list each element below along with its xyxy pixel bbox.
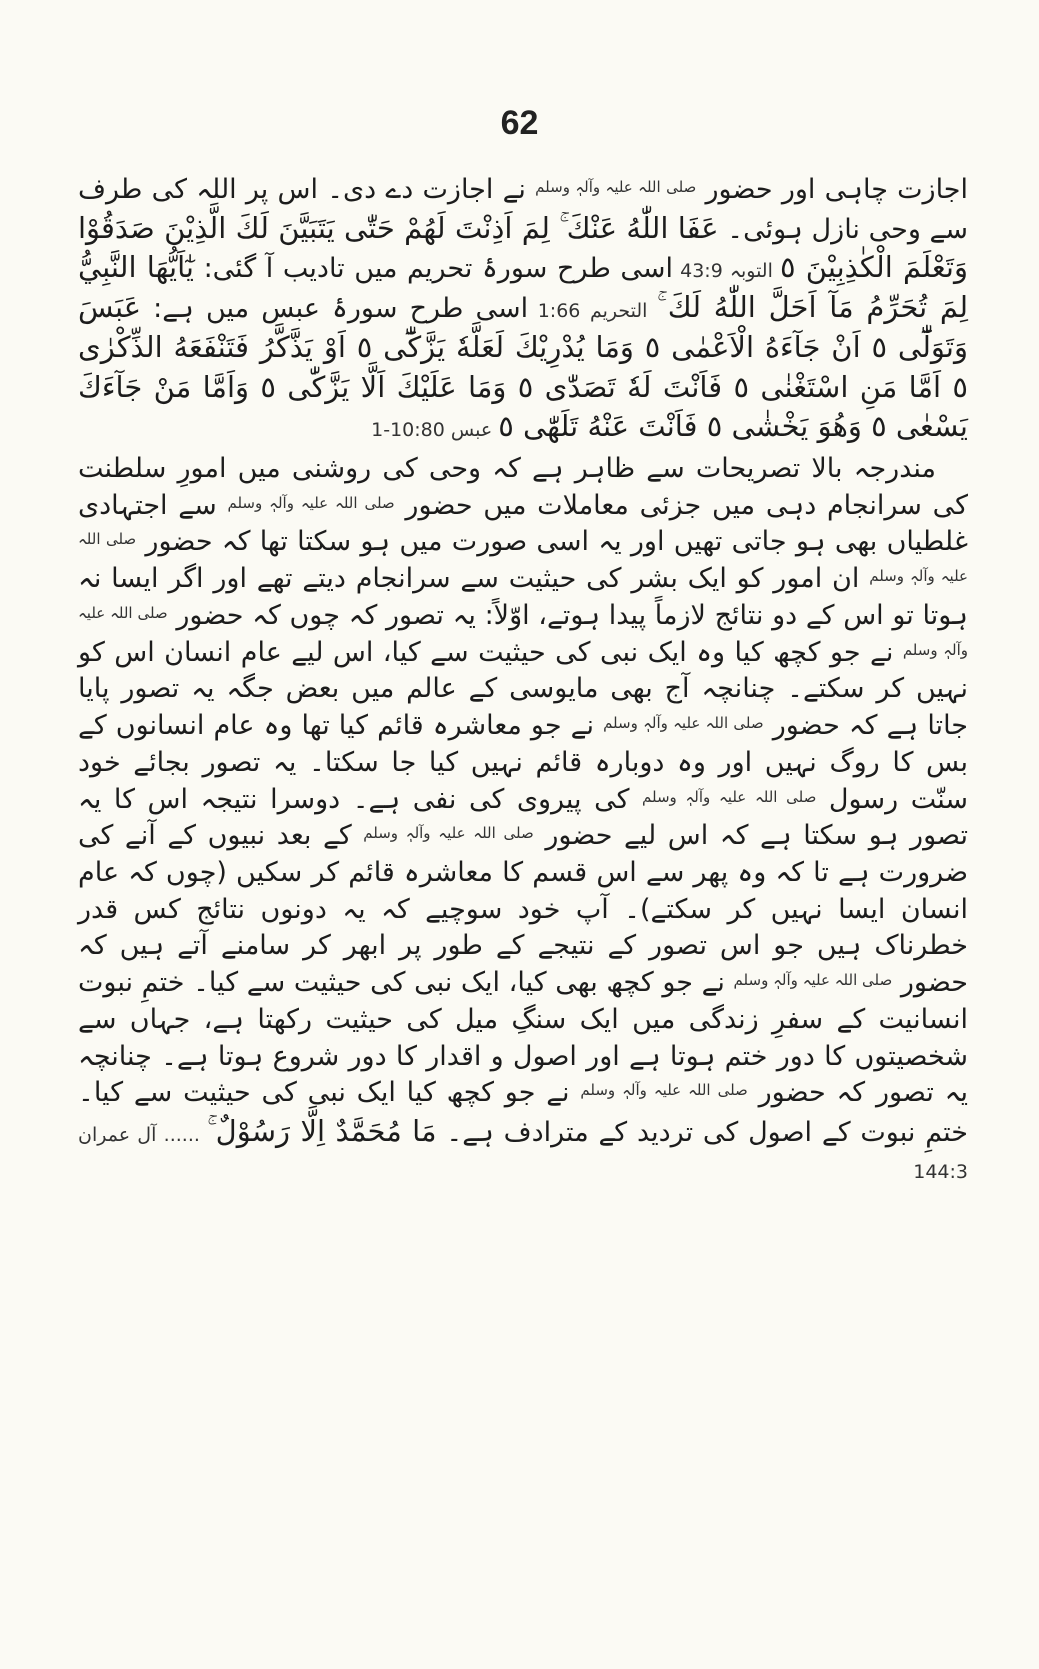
paragraph-2	[78, 451, 968, 1188]
salawat: صلی اللہ علیہ وآلہٖ وسلم	[78, 530, 968, 586]
verse-reference: التحریم 1:66	[528, 300, 658, 323]
text: کی پیروی کی نفی ہے۔ دوسرا نتیجہ اس کا یہ تصور ہو سکتا ہے کہ اس لیے حضور	[78, 783, 968, 852]
text: نے جو معاشرہ قائم کیا تھا وہ عام انسانوں کے بس کا روگ نہیں اور وہ دوبارہ قائم نہیں کیا جا سکتا۔ یہ تصور بجائے خود سنّت رسول	[78, 710, 968, 815]
salawat: صلی اللہ علیہ وآلہٖ وسلم	[78, 603, 968, 659]
quran-verse: عَفَا اللّٰهُ عَنْكَ ۚ لِمَ اَذِنْتَ لَهُمْ حَتّٰى يَتَبَيَّنَ لَكَ الَّذِيْنَ صَدَقُوْا وَتَعْلَمَ الْكٰذِبِيْنَ ٥	[78, 210, 968, 285]
quran-verse: يٰٓاَيُّهَا النَّبِيُّ لِمَ تُحَرِّمُ مَآ اَحَلَّ اللّٰهُ لَكَ ۚ	[78, 250, 969, 325]
verse-reference: عبس 10:80-1	[371, 419, 499, 442]
text: نے اجازت دے دی۔ اس پر اللہ کی طرف سے وحی نازل ہوئی۔	[78, 174, 968, 245]
verse-reference: ...... آل عمران 144:3	[78, 1123, 968, 1183]
salawat: صلی اللہ علیہ وآلہٖ وسلم	[580, 1081, 748, 1100]
text: مندرجہ بالا تصریحات سے ظاہر ہے کہ وحی کی روشنی میں امورِ سلطنت کی سرانجام دہی میں جزئی معاملات میں حضور	[78, 453, 968, 521]
verse-reference: التوبہ 43:9	[673, 260, 780, 283]
text: نے جو کچھ کیا ایک نبی کی حیثیت سے کیا۔ ختمِ نبوت کے اصول کی تردید کے مترادف ہے۔	[78, 1077, 969, 1148]
text: نے جو کچھ کیا وہ ایک نبی کی حیثیت سے کیا، اس لیے عام انسان اس کو نہیں کر سکتے۔ چنانچہ آج بھی مایوسی کے عالم میں بعض جگہ یہ تصور پایا جاتا ہے کہ حضور	[78, 636, 968, 742]
text: نے جو کچھ بھی کیا، ایک نبی کی حیثیت سے کیا۔ ختمِ نبوت انسانیت کے سفرِ زندگی میں ایک سنگِ میل کی حیثیت رکھتا ہے، جہاں سے شخصیتوں کا دور ختم ہوتا ہے اور اصول و اقدار کا دور شروع ہوتا ہے۔ چنانچہ یہ تصور کہ حضور	[78, 967, 968, 1109]
body-text	[78, 172, 968, 1188]
salawat: صلی اللہ علیہ وآلہٖ وسلم	[363, 824, 534, 843]
salawat: صلی اللہ علیہ وآلہٖ وسلم	[642, 787, 817, 806]
text: اسی طرح سورۂ تحریم میں تادیب آ گئی:	[193, 253, 674, 285]
text: اجازت چاہی اور حضور	[696, 174, 968, 205]
page-number: 62	[500, 104, 539, 142]
text: سے اجتہادی غلطیاں بھی ہو جاتی تھیں اور یہ اسی صورت میں ہو سکتا تھا کہ حضور	[78, 489, 968, 558]
quran-verse: عَبَسَ وَتَوَلّٰٓى ٥ اَنْ جَآءَهُ الْاَعْمٰى ٥ وَمَا يُدْرِيْكَ لَعَلَّهٗ يَزَّكّٰٓى ٥ اَوْ يَذَّكَّرُ فَتَنْفَعَهُ الذِّكْرٰى ٥ اَمَّا مَنِ اسْتَغْنٰى ٥ فَاَنْتَ لَهٗ تَصَدّٰى ٥ وَمَا عَلَيْكَ اَلَّا يَزَّكّٰى ٥ وَاَمَّا مَنْ جَآءَكَ يَسْعٰى ٥ وَهُوَ يَخْشٰى ٥ فَاَنْتَ عَنْهُ تَلَهّٰى ٥	[78, 290, 968, 444]
text: ان امور کو ایک بشر کی حیثیت سے سرانجام دیتے تھے اور اگر ایسا نہ ہوتا تو اس کے دو نتائج لازماً پیدا ہوتے، اوّلاً: یہ تصور کہ چوں کہ حضور	[78, 563, 969, 631]
text: اسی طرح سورۂ عبس میں ہے:	[141, 293, 529, 325]
salawat: صلی اللہ علیہ وآلہٖ وسلم	[227, 493, 395, 512]
salawat: صلی اللہ علیہ وآلہٖ وسلم	[733, 971, 893, 990]
salawat: صلی اللہ علیہ وآلہٖ وسلم	[535, 178, 697, 196]
paragraph-1	[78, 172, 968, 447]
quran-verse: مَا مُحَمَّدٌ اِلَّا رَسُوْلٌ ۚ	[207, 1113, 437, 1148]
text: کے بعد نبیوں کے آنے کی ضرورت ہے تا کہ وہ پھر سے اس قسم کا معاشرہ قائم کر سکیں (چوں کہ عام انسان ایسا نہیں کر سکتے)۔ آپ خود سوچیے کہ یہ دونوں نتائج کس قدر خطرناک ہیں جو اس تصور کے نتیجے کے طور پر ابھر کر سامنے آتے ہیں کہ حضور	[78, 820, 968, 999]
salawat: صلی اللہ علیہ وآلہٖ وسلم	[603, 714, 764, 733]
